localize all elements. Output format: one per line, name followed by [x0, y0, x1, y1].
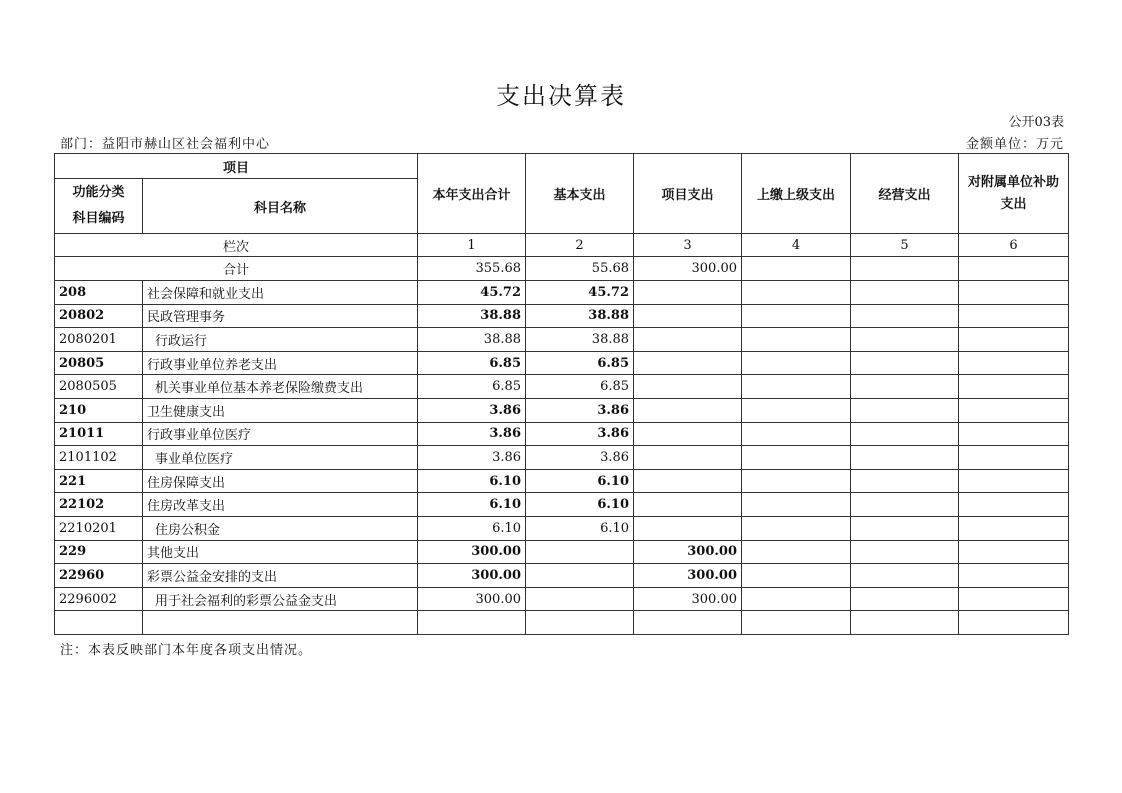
row-operating	[851, 375, 959, 399]
empty-cell	[634, 611, 742, 635]
table-row	[55, 375, 1069, 399]
table-row	[55, 304, 1069, 328]
row-code: 22102	[55, 493, 143, 517]
column-number: 1	[418, 234, 526, 257]
row-project	[634, 398, 742, 422]
table-row	[55, 564, 1069, 588]
column-number-label: 栏次	[55, 234, 418, 257]
row-subject-name: 卫生健康支出	[143, 398, 418, 422]
row-total: 3.86	[418, 446, 526, 470]
row-remit	[742, 422, 851, 446]
header-remit-superior: 上缴上级支出	[742, 154, 851, 234]
table-row	[55, 446, 1069, 470]
row-code: 2080201	[55, 328, 143, 352]
empty-cell	[526, 611, 634, 635]
row-subject-name: 用于社会福利的彩票公益金支出	[143, 587, 418, 611]
table-row	[55, 540, 1069, 564]
row-basic: 6.85	[526, 351, 634, 375]
row-operating	[851, 516, 959, 540]
page-title: 支出决算表	[496, 82, 626, 110]
row-subsidy	[959, 469, 1069, 493]
total-remit	[742, 257, 851, 281]
row-remit	[742, 328, 851, 352]
row-remit	[742, 446, 851, 470]
total-operating	[851, 257, 959, 281]
row-remit	[742, 587, 851, 611]
row-operating	[851, 493, 959, 517]
row-project: 300.00	[634, 587, 742, 611]
column-number: 6	[959, 234, 1069, 257]
row-total: 38.88	[418, 304, 526, 328]
row-total: 45.72	[418, 281, 526, 305]
total-amount: 355.68	[418, 257, 526, 281]
row-project	[634, 304, 742, 328]
row-subject-name: 民政管理事务	[143, 304, 418, 328]
row-basic: 38.88	[526, 328, 634, 352]
row-project: 300.00	[634, 540, 742, 564]
row-subject-name: 彩票公益金安排的支出	[143, 564, 418, 588]
row-operating	[851, 564, 959, 588]
row-code: 229	[55, 540, 143, 564]
row-code: 20805	[55, 351, 143, 375]
department-label: 部门：益阳市赫山区社会福利中心	[60, 137, 271, 152]
table-row	[55, 398, 1069, 422]
row-project	[634, 469, 742, 493]
row-subsidy	[959, 587, 1069, 611]
row-subsidy	[959, 398, 1069, 422]
row-code: 208	[55, 281, 143, 305]
empty-cell	[143, 611, 418, 635]
column-number: 5	[851, 234, 959, 257]
footnote: 注：本表反映部门本年度各项支出情况。	[60, 643, 313, 658]
row-project	[634, 328, 742, 352]
header-project: 项目	[55, 154, 418, 179]
row-subsidy	[959, 375, 1069, 399]
row-total: 38.88	[418, 328, 526, 352]
total-label: 合计	[55, 257, 418, 281]
row-subject-name: 事业单位医疗	[143, 446, 418, 470]
row-subject-name: 行政运行	[143, 328, 418, 352]
row-remit	[742, 351, 851, 375]
row-code: 2101102	[55, 446, 143, 470]
total-project: 300.00	[634, 257, 742, 281]
row-total: 6.85	[418, 351, 526, 375]
row-basic: 6.10	[526, 493, 634, 517]
row-code: 2210201	[55, 516, 143, 540]
unit-label: 金额单位：万元	[965, 137, 1064, 152]
total-basic: 55.68	[526, 257, 634, 281]
row-total: 3.86	[418, 422, 526, 446]
row-project	[634, 446, 742, 470]
row-remit	[742, 304, 851, 328]
row-subject-name: 其他支出	[143, 540, 418, 564]
table-row	[55, 328, 1069, 352]
table-row	[55, 281, 1069, 305]
row-subject-name: 住房公积金	[143, 516, 418, 540]
total-row	[55, 257, 1069, 281]
table-row	[55, 469, 1069, 493]
row-subsidy	[959, 281, 1069, 305]
row-code: 21011	[55, 422, 143, 446]
row-code: 221	[55, 469, 143, 493]
row-operating	[851, 469, 959, 493]
row-basic	[526, 540, 634, 564]
row-project	[634, 422, 742, 446]
row-subsidy	[959, 540, 1069, 564]
row-subsidy	[959, 422, 1069, 446]
row-subsidy	[959, 304, 1069, 328]
row-basic: 45.72	[526, 281, 634, 305]
row-code: 20802	[55, 304, 143, 328]
table-row	[55, 587, 1069, 611]
row-operating	[851, 422, 959, 446]
row-remit	[742, 540, 851, 564]
row-basic: 6.85	[526, 375, 634, 399]
row-total: 3.86	[418, 398, 526, 422]
row-subsidy	[959, 516, 1069, 540]
column-number: 2	[526, 234, 634, 257]
row-operating	[851, 540, 959, 564]
row-remit	[742, 469, 851, 493]
row-basic: 38.88	[526, 304, 634, 328]
row-subject-name: 行政事业单位医疗	[143, 422, 418, 446]
header-total: 本年支出合计	[418, 154, 526, 234]
total-subsidy	[959, 257, 1069, 281]
row-basic: 3.86	[526, 398, 634, 422]
row-remit	[742, 375, 851, 399]
row-subject-name: 机关事业单位基本养老保险缴费支出	[143, 375, 418, 399]
form-number: 公开03表	[1008, 115, 1064, 130]
row-subsidy	[959, 351, 1069, 375]
row-remit	[742, 281, 851, 305]
header-subject-name: 科目名称	[143, 179, 418, 234]
row-operating	[851, 446, 959, 470]
row-subsidy	[959, 493, 1069, 517]
row-remit	[742, 398, 851, 422]
row-project	[634, 493, 742, 517]
row-operating	[851, 304, 959, 328]
column-number-row	[55, 234, 1069, 257]
column-number: 3	[634, 234, 742, 257]
row-basic: 3.86	[526, 446, 634, 470]
column-number: 4	[742, 234, 851, 257]
empty-cell	[742, 611, 851, 635]
row-code: 2080505	[55, 375, 143, 399]
row-project	[634, 351, 742, 375]
row-subsidy	[959, 328, 1069, 352]
row-basic: 6.10	[526, 516, 634, 540]
header-subsidy: 对附属单位补助支出	[959, 154, 1069, 234]
table-row	[55, 493, 1069, 517]
row-code: 22960	[55, 564, 143, 588]
table-row	[55, 351, 1069, 375]
row-subject-name: 社会保障和就业支出	[143, 281, 418, 305]
row-remit	[742, 516, 851, 540]
header-project-expenditure: 项目支出	[634, 154, 742, 234]
row-subsidy	[959, 446, 1069, 470]
row-remit	[742, 493, 851, 517]
expenditure-table	[54, 153, 1069, 635]
row-subsidy	[959, 564, 1069, 588]
row-basic: 3.86	[526, 422, 634, 446]
row-operating	[851, 587, 959, 611]
row-basic	[526, 564, 634, 588]
row-total: 6.10	[418, 469, 526, 493]
row-operating	[851, 351, 959, 375]
row-project	[634, 516, 742, 540]
row-subject-name: 行政事业单位养老支出	[143, 351, 418, 375]
row-total: 6.10	[418, 516, 526, 540]
row-remit	[742, 564, 851, 588]
row-total: 6.10	[418, 493, 526, 517]
row-total: 300.00	[418, 564, 526, 588]
table-row	[55, 422, 1069, 446]
empty-row	[55, 611, 1069, 635]
row-code: 210	[55, 398, 143, 422]
empty-cell	[851, 611, 959, 635]
row-subject-name: 住房改革支出	[143, 493, 418, 517]
row-basic	[526, 587, 634, 611]
row-total: 300.00	[418, 540, 526, 564]
row-basic: 6.10	[526, 469, 634, 493]
row-total: 6.85	[418, 375, 526, 399]
empty-cell	[959, 611, 1069, 635]
empty-cell	[55, 611, 143, 635]
header-function-code	[55, 179, 143, 234]
row-operating	[851, 398, 959, 422]
table-row	[55, 516, 1069, 540]
header-operating: 经营支出	[851, 154, 959, 234]
empty-cell	[418, 611, 526, 635]
row-operating	[851, 281, 959, 305]
row-project: 300.00	[634, 564, 742, 588]
header-function-code-line1: 功能分类	[72, 185, 125, 200]
row-code: 2296002	[55, 587, 143, 611]
row-project	[634, 375, 742, 399]
header-function-code-line2: 科目编码	[72, 211, 125, 226]
row-total: 300.00	[418, 587, 526, 611]
row-operating	[851, 328, 959, 352]
row-subject-name: 住房保障支出	[143, 469, 418, 493]
header-basic: 基本支出	[526, 154, 634, 234]
row-project	[634, 281, 742, 305]
